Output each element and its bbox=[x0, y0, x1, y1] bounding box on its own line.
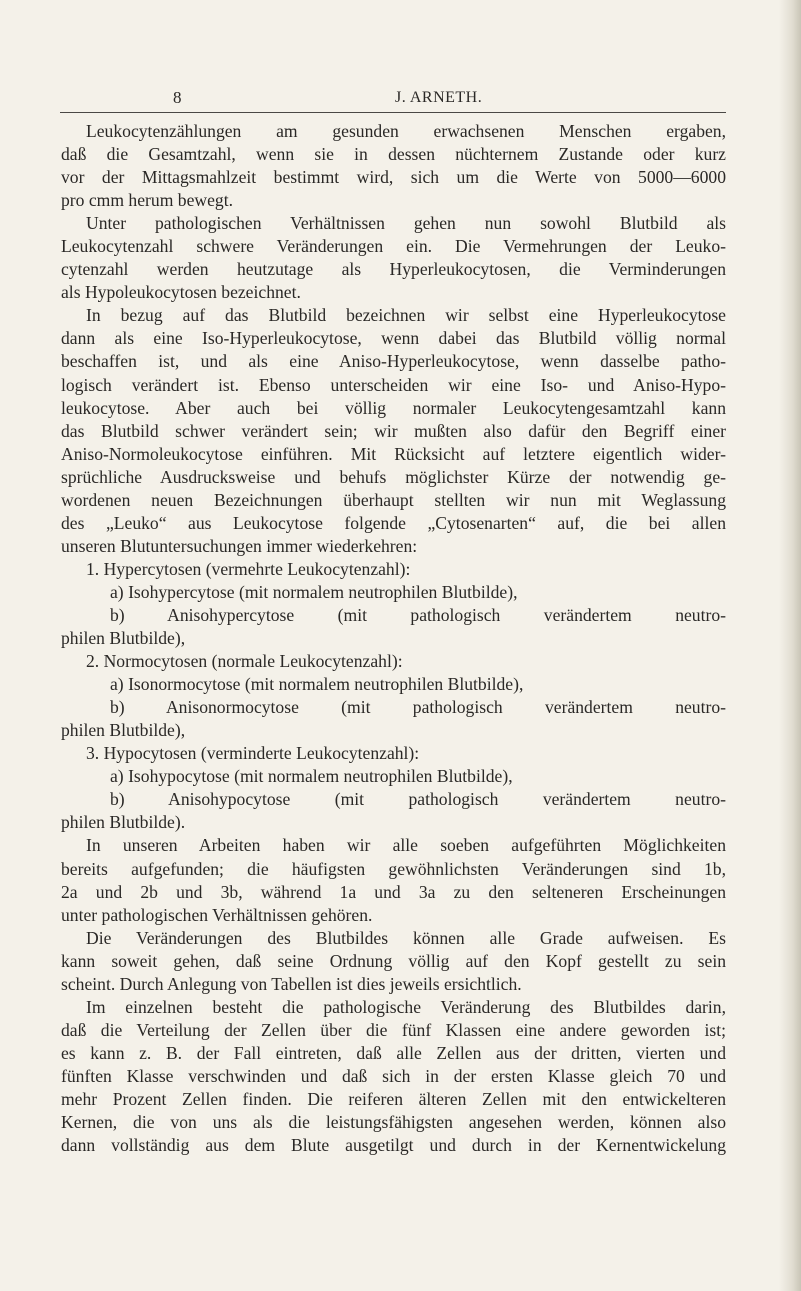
text-line: Aniso-Normoleukocytose einführen. Mit Rücksicht auf letztere eigentlich wider- bbox=[61, 443, 726, 464]
text-line: kann soweit gehen, daß seine Ordnung völlig auf den Kopf gestellt zu sein bbox=[61, 950, 726, 971]
text-line: unter pathologischen Verhältnissen gehören. bbox=[61, 904, 373, 925]
list-item: b) Anisohypercytose (mit pathologisch verändertem neutro- bbox=[110, 604, 726, 625]
text-line: bereits aufgefunden; die häufigsten gewöhnlichsten Veränderungen sind 1b, bbox=[61, 858, 726, 879]
text-line: daß die Gesamtzahl, wenn sie in dessen nüchternem Zustande oder kurz bbox=[61, 144, 726, 165]
text-line: philen Blutbilde), bbox=[61, 628, 186, 649]
body-text bbox=[61, 120, 726, 1157]
page-number: 8 bbox=[173, 88, 182, 107]
text-line: des „Leuko“ aus Leukocytose folgende „Cytosenarten“ auf, die bei allen bbox=[61, 512, 726, 533]
list-item: a) Isohypercytose (mit normalem neutrophilen Blutbilde), bbox=[110, 581, 518, 602]
running-head bbox=[60, 88, 726, 113]
text-line: pro cmm herum bewegt. bbox=[61, 190, 233, 211]
text-line: es kann z. B. der Fall eintreten, daß alle Zellen aus der dritten, vierten und bbox=[61, 1042, 726, 1063]
text-line: mehr Prozent Zellen finden. Die reiferen älteren Zellen mit den entwickelteren bbox=[61, 1088, 726, 1109]
text-line: daß die Verteilung der Zellen über die fünf Klassen eine andere geworden ist; bbox=[61, 1019, 726, 1040]
text-line: Kernen, die von uns als die leistungsfähigsten angesehen werden, können also bbox=[61, 1112, 726, 1133]
list-heading: 3. Hypocytosen (verminderte Leukocytenzahl): bbox=[86, 743, 420, 764]
text-line: fünften Klasse verschwinden und daß sich in der ersten Klasse gleich 70 und bbox=[61, 1065, 726, 1086]
text-line: In unseren Arbeiten haben wir alle soeben aufgeführten Möglichkeiten bbox=[86, 835, 726, 856]
text-line: wordenen neuen Bezeichnungen überhaupt stellten wir nun mit Weglassung bbox=[61, 489, 726, 510]
page-edge-shadow bbox=[779, 0, 801, 1291]
text-line: Im einzelnen besteht die pathologische Veränderung des Blutbildes darin, bbox=[86, 996, 726, 1017]
list-heading: 1. Hypercytosen (vermehrte Leukocytenzahl): bbox=[86, 558, 411, 579]
text-line: dann vollständig aus dem Blute ausgetilgt und durch in der Kernentwickelung bbox=[61, 1135, 726, 1156]
text-line: logisch verändert ist. Ebenso unterscheiden wir eine Iso- und Aniso-Hypo- bbox=[61, 374, 726, 395]
text-line: Leukocytenzahl schwere Veränderungen ein. Die Vermehrungen der Leuko- bbox=[61, 236, 726, 257]
running-title: J. ARNETH. bbox=[395, 89, 483, 106]
text-line: philen Blutbilde). bbox=[61, 812, 186, 833]
list-item: b) Anisohypocytose (mit pathologisch verändertem neutro- bbox=[110, 789, 726, 810]
text-line: Leukocytenzählungen am gesunden erwachsenen Menschen ergaben, bbox=[86, 121, 726, 141]
list-heading: 2. Normocytosen (normale Leukocytenzahl): bbox=[86, 651, 403, 672]
text-line: das Blutbild schwer verändert sein; wir mußten also dafür den Begriff einer bbox=[61, 420, 726, 441]
text-line: In bezug auf das Blutbild bezeichnen wir selbst eine Hyperleukocytose bbox=[86, 305, 726, 326]
text-line: Die Veränderungen des Blutbildes können alle Grade aufweisen. Es bbox=[86, 927, 726, 948]
text-line: beschaffen ist, und als eine Aniso-Hyperleukocytose, wenn dasselbe patho- bbox=[61, 351, 726, 372]
text-line: unseren Blutuntersuchungen immer wiederkehren: bbox=[61, 535, 418, 556]
text-line: leukocytose. Aber auch bei völlig normaler Leukocytengesamtzahl kann bbox=[61, 397, 726, 418]
text-line: scheint. Durch Anlegung von Tabellen ist dies jeweils ersichtlich. bbox=[61, 973, 522, 994]
text-line: als Hypoleukocytosen bezeichnet. bbox=[61, 282, 301, 303]
text-line: cytenzahl werden heutzutage als Hyperleukocytosen, die Verminderungen bbox=[61, 259, 726, 280]
text-line: 2a und 2b und 3b, während 1a und 3a zu den selteneren Erscheinungen bbox=[61, 881, 726, 902]
text-line: Unter pathologischen Verhältnissen gehen nun sowohl Blutbild als bbox=[86, 213, 726, 234]
text-line: vor der Mittagsmahlzeit bestimmt wird, sich um die Werte von 5000—6000 bbox=[61, 167, 726, 188]
list-item: b) Anisonormocytose (mit pathologisch verändertem neutro- bbox=[110, 697, 726, 718]
text-line: philen Blutbilde), bbox=[61, 720, 186, 741]
list-item: a) Isonormocytose (mit normalem neutrophilen Blutbilde), bbox=[110, 674, 524, 695]
text-line: dann als eine Iso-Hyperleukocytose, wenn dabei das Blutbild völlig normal bbox=[61, 328, 726, 349]
text-line: sprüchliche Ausdrucksweise und behufs möglichster Kürze der notwendig ge- bbox=[61, 466, 726, 487]
list-item: a) Isohypocytose (mit normalem neutrophilen Blutbilde), bbox=[110, 766, 513, 787]
